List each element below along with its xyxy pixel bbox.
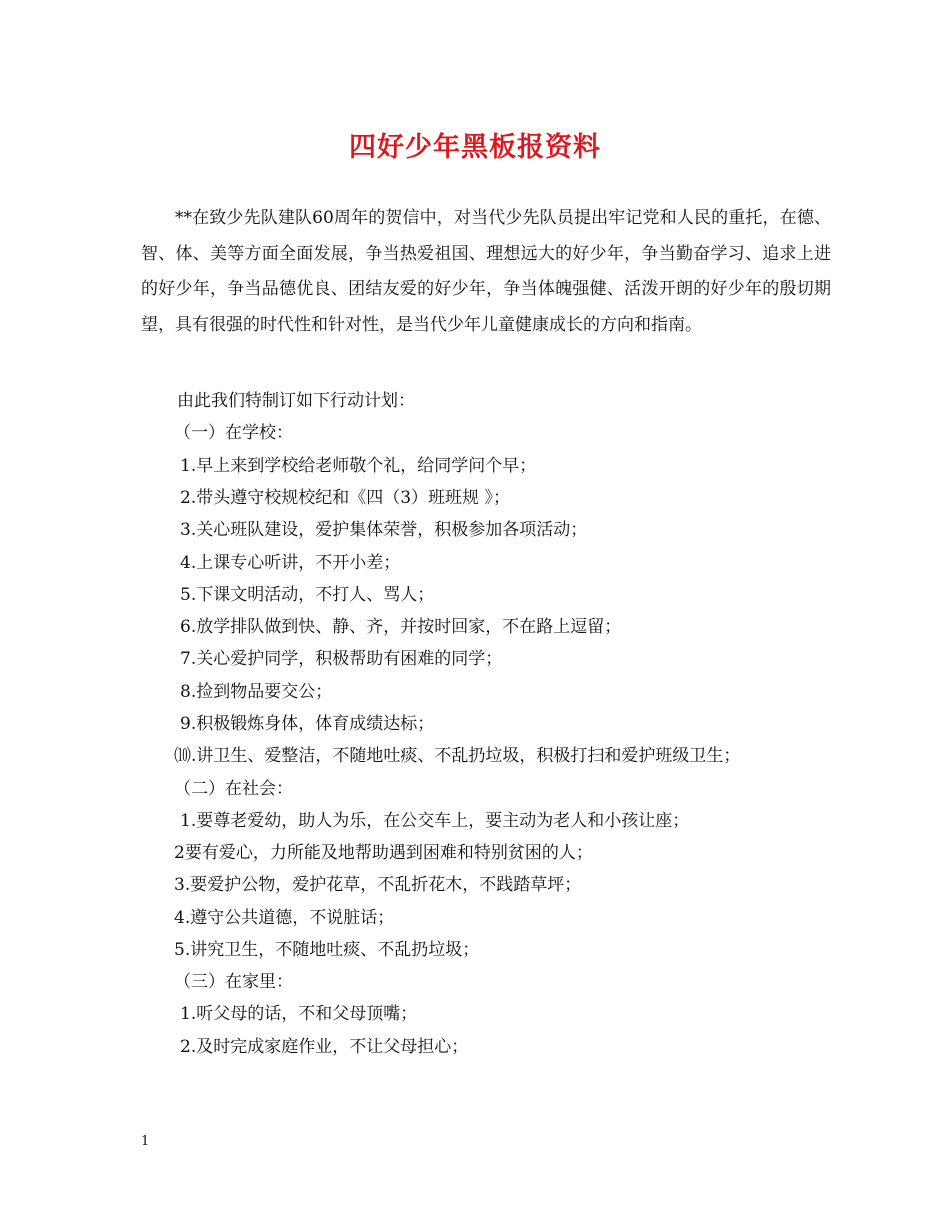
list-item: 5.讲究卫生，不随地吐痰、不乱扔垃圾；	[174, 940, 480, 960]
list-item: 8.捡到物品要交公；	[180, 682, 333, 702]
list-item: 2要有爱心，力所能及地帮助遇到困难和特别贫困的人；	[174, 843, 593, 863]
list-item: 2.及时完成家庭作业，不让父母担心；	[180, 1037, 469, 1057]
list-item: 4.上课专心听讲，不开小差；	[180, 553, 401, 573]
page-number: 1	[141, 1134, 150, 1149]
list-item: ⑽.讲卫生、爱整洁，不随地吐痰、不乱扔垃圾，积极打扫和爱护班级卫生；	[174, 746, 741, 766]
intro-paragraph: **在致少先队建队60周年的贺信中，对当代少先队员提出牢记党和人民的重托，在德、智、体、美等方面全面发展，争当热爱祖国、理想远大的好少年，争当勤奋学习、追求上进的好少年，争当品德优良、团结友爱的好少年，争当体魄强健、活泼开朗的好少年的殷切期望，具有很强的时代性和针对性，是当代少年儿童健康成长的方向和指南。	[141, 208, 831, 335]
list-item: 1.要尊老爱幼，助人为乐，在公交车上，要主动为老人和小孩让座；	[180, 811, 690, 831]
plan-intro: 由此我们特制订如下行动计划：	[177, 391, 415, 411]
page-title: 四好少年黑板报资料	[349, 132, 601, 163]
list-item: 3.关心班队建设，爱护集体荣誉，积极参加各项活动；	[180, 520, 588, 540]
list-item: 7.关心爱护同学，积极帮助有困难的同学；	[180, 649, 503, 669]
list-item: 2.带头遵守校规校纪和《四（3）班班规 》；	[180, 488, 510, 508]
list-item: 6.放学排队做到快、静、齐，并按时回家，不在路上逗留；	[180, 617, 622, 637]
list-item: 4.遵守公共道德，不说脏话；	[174, 908, 395, 928]
list-item: 9.积极锻炼身体，体育成绩达标；	[180, 714, 435, 734]
list-item: 1.听父母的话，不和父母顶嘴；	[180, 1004, 418, 1024]
section-heading-school: （一）在学校：	[174, 423, 293, 443]
section-heading-home: （三）在家里：	[174, 972, 293, 992]
list-item: 5.下课文明活动，不打人、骂人；	[180, 585, 435, 605]
list-item: 1.早上来到学校给老师敬个礼，给同学问个早；	[180, 456, 537, 476]
list-item: 3.要爱护公物，爱护花草，不乱折花木，不践踏草坪；	[174, 875, 582, 895]
section-heading-society: （二）在社会：	[174, 779, 293, 799]
